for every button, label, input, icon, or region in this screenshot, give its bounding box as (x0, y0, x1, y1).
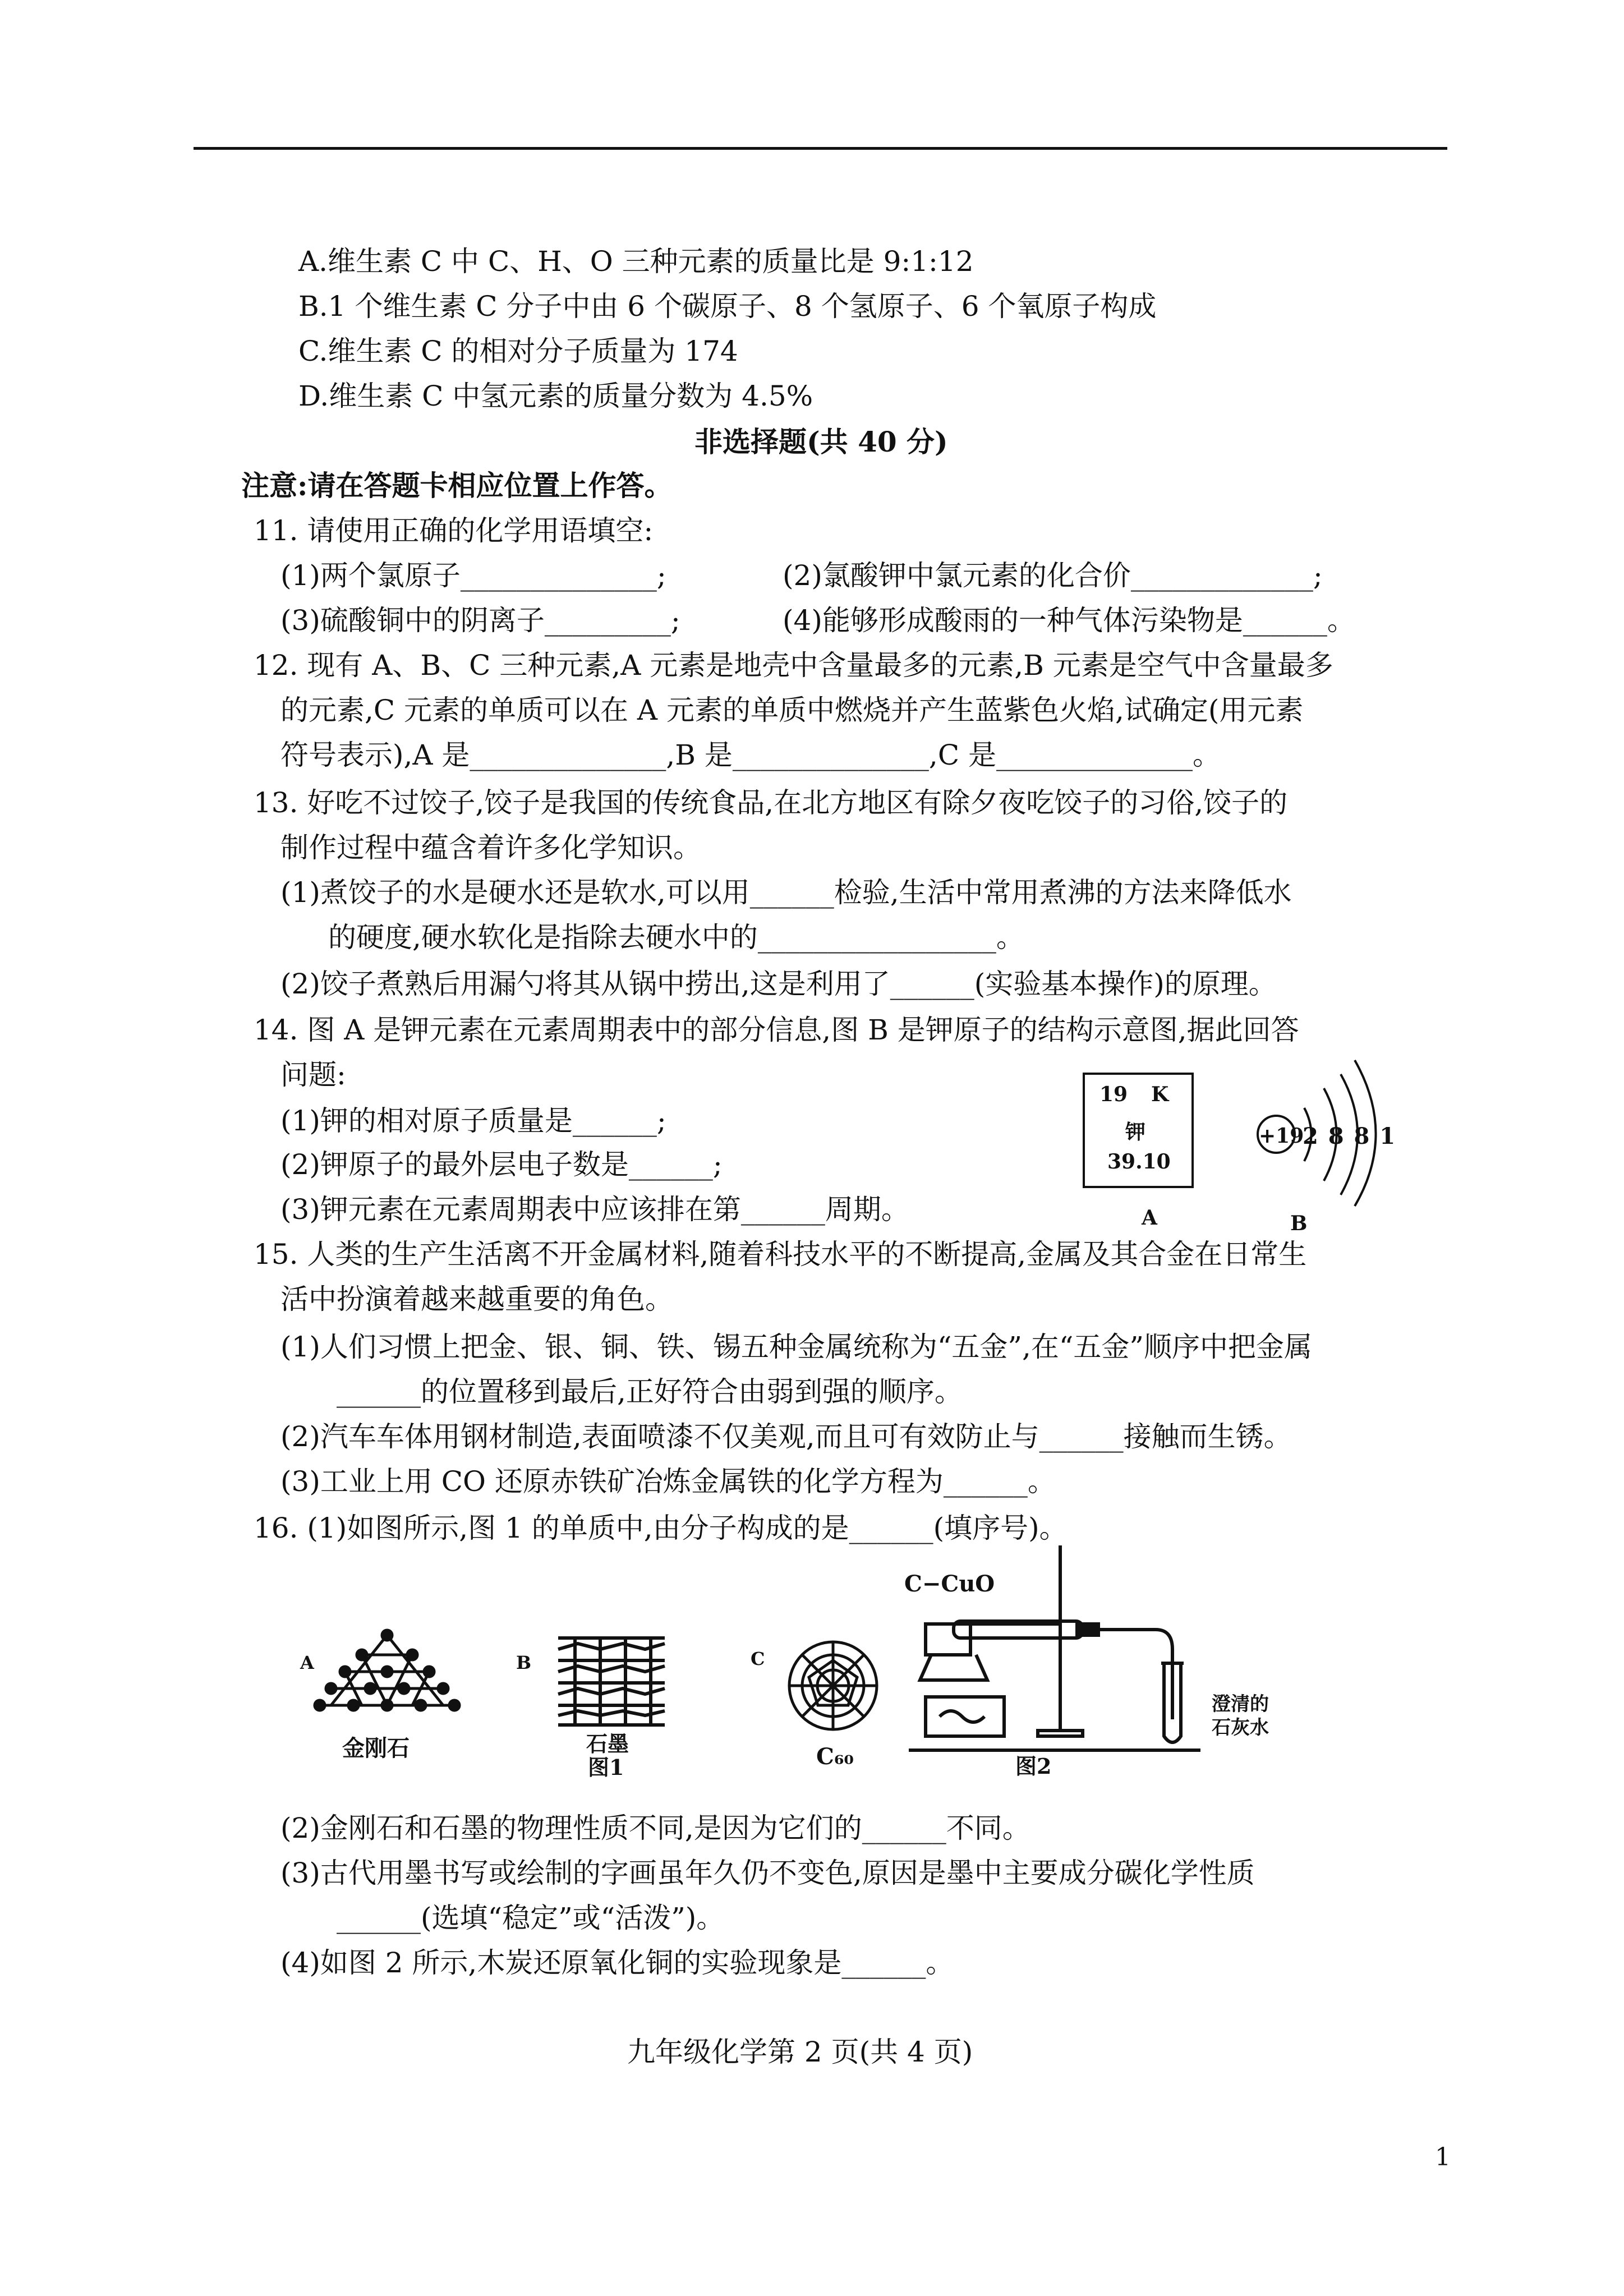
option-a: A.维生素 C 中 C、H、O 三种元素的质量比是 9:1:12 (298, 245, 974, 278)
q13-part1b: 的硬度,硬水软化是指除去硬水中的_________________。 (328, 921, 1024, 954)
q15-line1: 15. 人类的生产生活离不开金属材料,随着科技水平的不断提高,金属及其合金在日常生 (254, 1238, 1307, 1271)
diamond-letter: A (300, 1652, 314, 1673)
q16-line1: 16. (1)如图所示,图 1 的单质中,由分子构成的是______(填序号)。 (254, 1512, 1068, 1544)
q14-line1: 14. 图 A 是钾元素在元素周期表中的部分信息,图 B 是钾原子的结构示意图,据此回答 (254, 1014, 1299, 1046)
figure-b-label: B (1290, 1212, 1308, 1235)
section-title: 非选择题(共 40 分) (694, 425, 948, 458)
q16-part2: (2)金刚石和石墨的物理性质不同,是因为它们的______不同。 (280, 1812, 1030, 1844)
option-d: D.维生素 C 中氢元素的质量分数为 4.5% (298, 380, 813, 412)
q11-part2: (2)氯酸钾中氯元素的化合价_____________; (783, 559, 1323, 592)
q13-line1: 13. 好吃不过饺子,饺子是我国的传统食品,在北方地区有除夕夜吃饺子的习俗,饺子的 (254, 786, 1288, 819)
nucleus-charge: +19 (1259, 1124, 1304, 1148)
q15-part1b: ______的位置移到最后,正好符合由弱到强的顺序。 (337, 1375, 963, 1408)
q13-line2: 制作过程中蕴含着许多化学知识。 (280, 831, 701, 864)
q14-part1: (1)钾的相对原子质量是______; (280, 1105, 666, 1137)
atomic-mass: 39.10 (1107, 1150, 1171, 1174)
element-card (1083, 1073, 1194, 1188)
c60-label: C₆₀ (816, 1743, 854, 1770)
diamond-structure (314, 1627, 460, 1717)
figure-a-label: A (1142, 1206, 1157, 1230)
apparatus-diagram (909, 1545, 1200, 1753)
atomic-number: 19 (1099, 1083, 1128, 1106)
graphite-label: 石墨 (586, 1731, 629, 1756)
q13-part1a: (1)煮饺子的水是硬水还是软水,可以用______检验,生活中常用煮沸的方法来降低水 (280, 876, 1292, 909)
figure-1-caption: 图1 (588, 1755, 624, 1780)
element-name: 钾 (1125, 1120, 1146, 1144)
c60-letter: C (751, 1648, 765, 1669)
option-c: C.维生素 C 的相对分子质量为 174 (298, 335, 738, 367)
q11-stem: 11. 请使用正确的化学用语填空: (254, 514, 654, 547)
element-symbol: K (1151, 1083, 1169, 1106)
notice: 注意:请在答题卡相应位置上作答。 (241, 469, 673, 502)
q14-part2: (2)钾原子的最外层电子数是______; (280, 1148, 723, 1181)
q11-part1: (1)两个氯原子______________; (280, 559, 666, 592)
q12-line1: 12. 现有 A、B、C 三种元素,A 元素是地壳中含量最多的元素,B 元素是空气中含量最多 (254, 649, 1333, 682)
option-b: B.1 个维生素 C 分子中由 6 个碳原子、8 个氢原子、6 个氧原子构成 (298, 290, 1157, 323)
q15-part2: (2)汽车车体用钢材制造,表面喷漆不仅美观,而且可有效防止与______接触而生锈。 (280, 1420, 1292, 1453)
q13-part2: (2)饺子煮熟后用漏勺将其从锅中捞出,这是利用了______(实验基本操作)的原理。 (280, 968, 1277, 1000)
q15-line2: 活中扮演着越来越重要的角色。 (280, 1283, 673, 1315)
q14-line2: 问题: (280, 1059, 346, 1091)
limewater-label-1: 澄清的 (1212, 1693, 1269, 1715)
q14-part3: (3)钾元素在元素周期表中应该排在第______周期。 (280, 1193, 909, 1226)
reagent-label: C−CuO (904, 1571, 995, 1597)
q12-line2: 的元素,C 元素的单质可以在 A 元素的单质中燃烧并产生蓝紫色火焰,试确定(用元素 (280, 694, 1304, 726)
q15-part1a: (1)人们习惯上把金、银、铜、铁、锡五种金属统称为“五金”,在“五金”顺序中把金属 (280, 1331, 1312, 1363)
page-number: 1 (1435, 2143, 1451, 2171)
q16-part3a: (3)古代用墨书写或绘制的字画虽年久仍不变色,原因是墨中主要成分碳化学性质 (280, 1857, 1255, 1889)
q16-part3b: ______(选填“稳定”或“活泼”)。 (337, 1902, 725, 1934)
q15-part3: (3)工业上用 CO 还原赤铁矿冶炼金属铁的化学方程为______。 (280, 1465, 1056, 1498)
diamond-label: 金刚石 (342, 1735, 410, 1761)
c60-structure (785, 1638, 881, 1733)
graphite-structure (555, 1632, 668, 1728)
page-footer: 九年级化学第 2 页(共 4 页) (627, 2036, 973, 2068)
q12-line3: 符号表示),A 是______________,B 是______________,C 是______________。 (280, 739, 1221, 771)
top-rule (194, 147, 1447, 150)
graphite-letter: B (516, 1652, 532, 1673)
limewater-label-2: 石灰水 (1212, 1717, 1269, 1739)
electron-shells: 2 8 8 1 (1303, 1123, 1397, 1149)
q11-part3: (3)硫酸铜中的阴离子_________; (280, 604, 680, 637)
q11-part4: (4)能够形成酸雨的一种气体污染物是______。 (783, 604, 1355, 637)
figure-2-caption: 图2 (1015, 1754, 1052, 1779)
q16-part4: (4)如图 2 所示,木炭还原氧化铜的实验现象是______。 (280, 1947, 954, 1979)
